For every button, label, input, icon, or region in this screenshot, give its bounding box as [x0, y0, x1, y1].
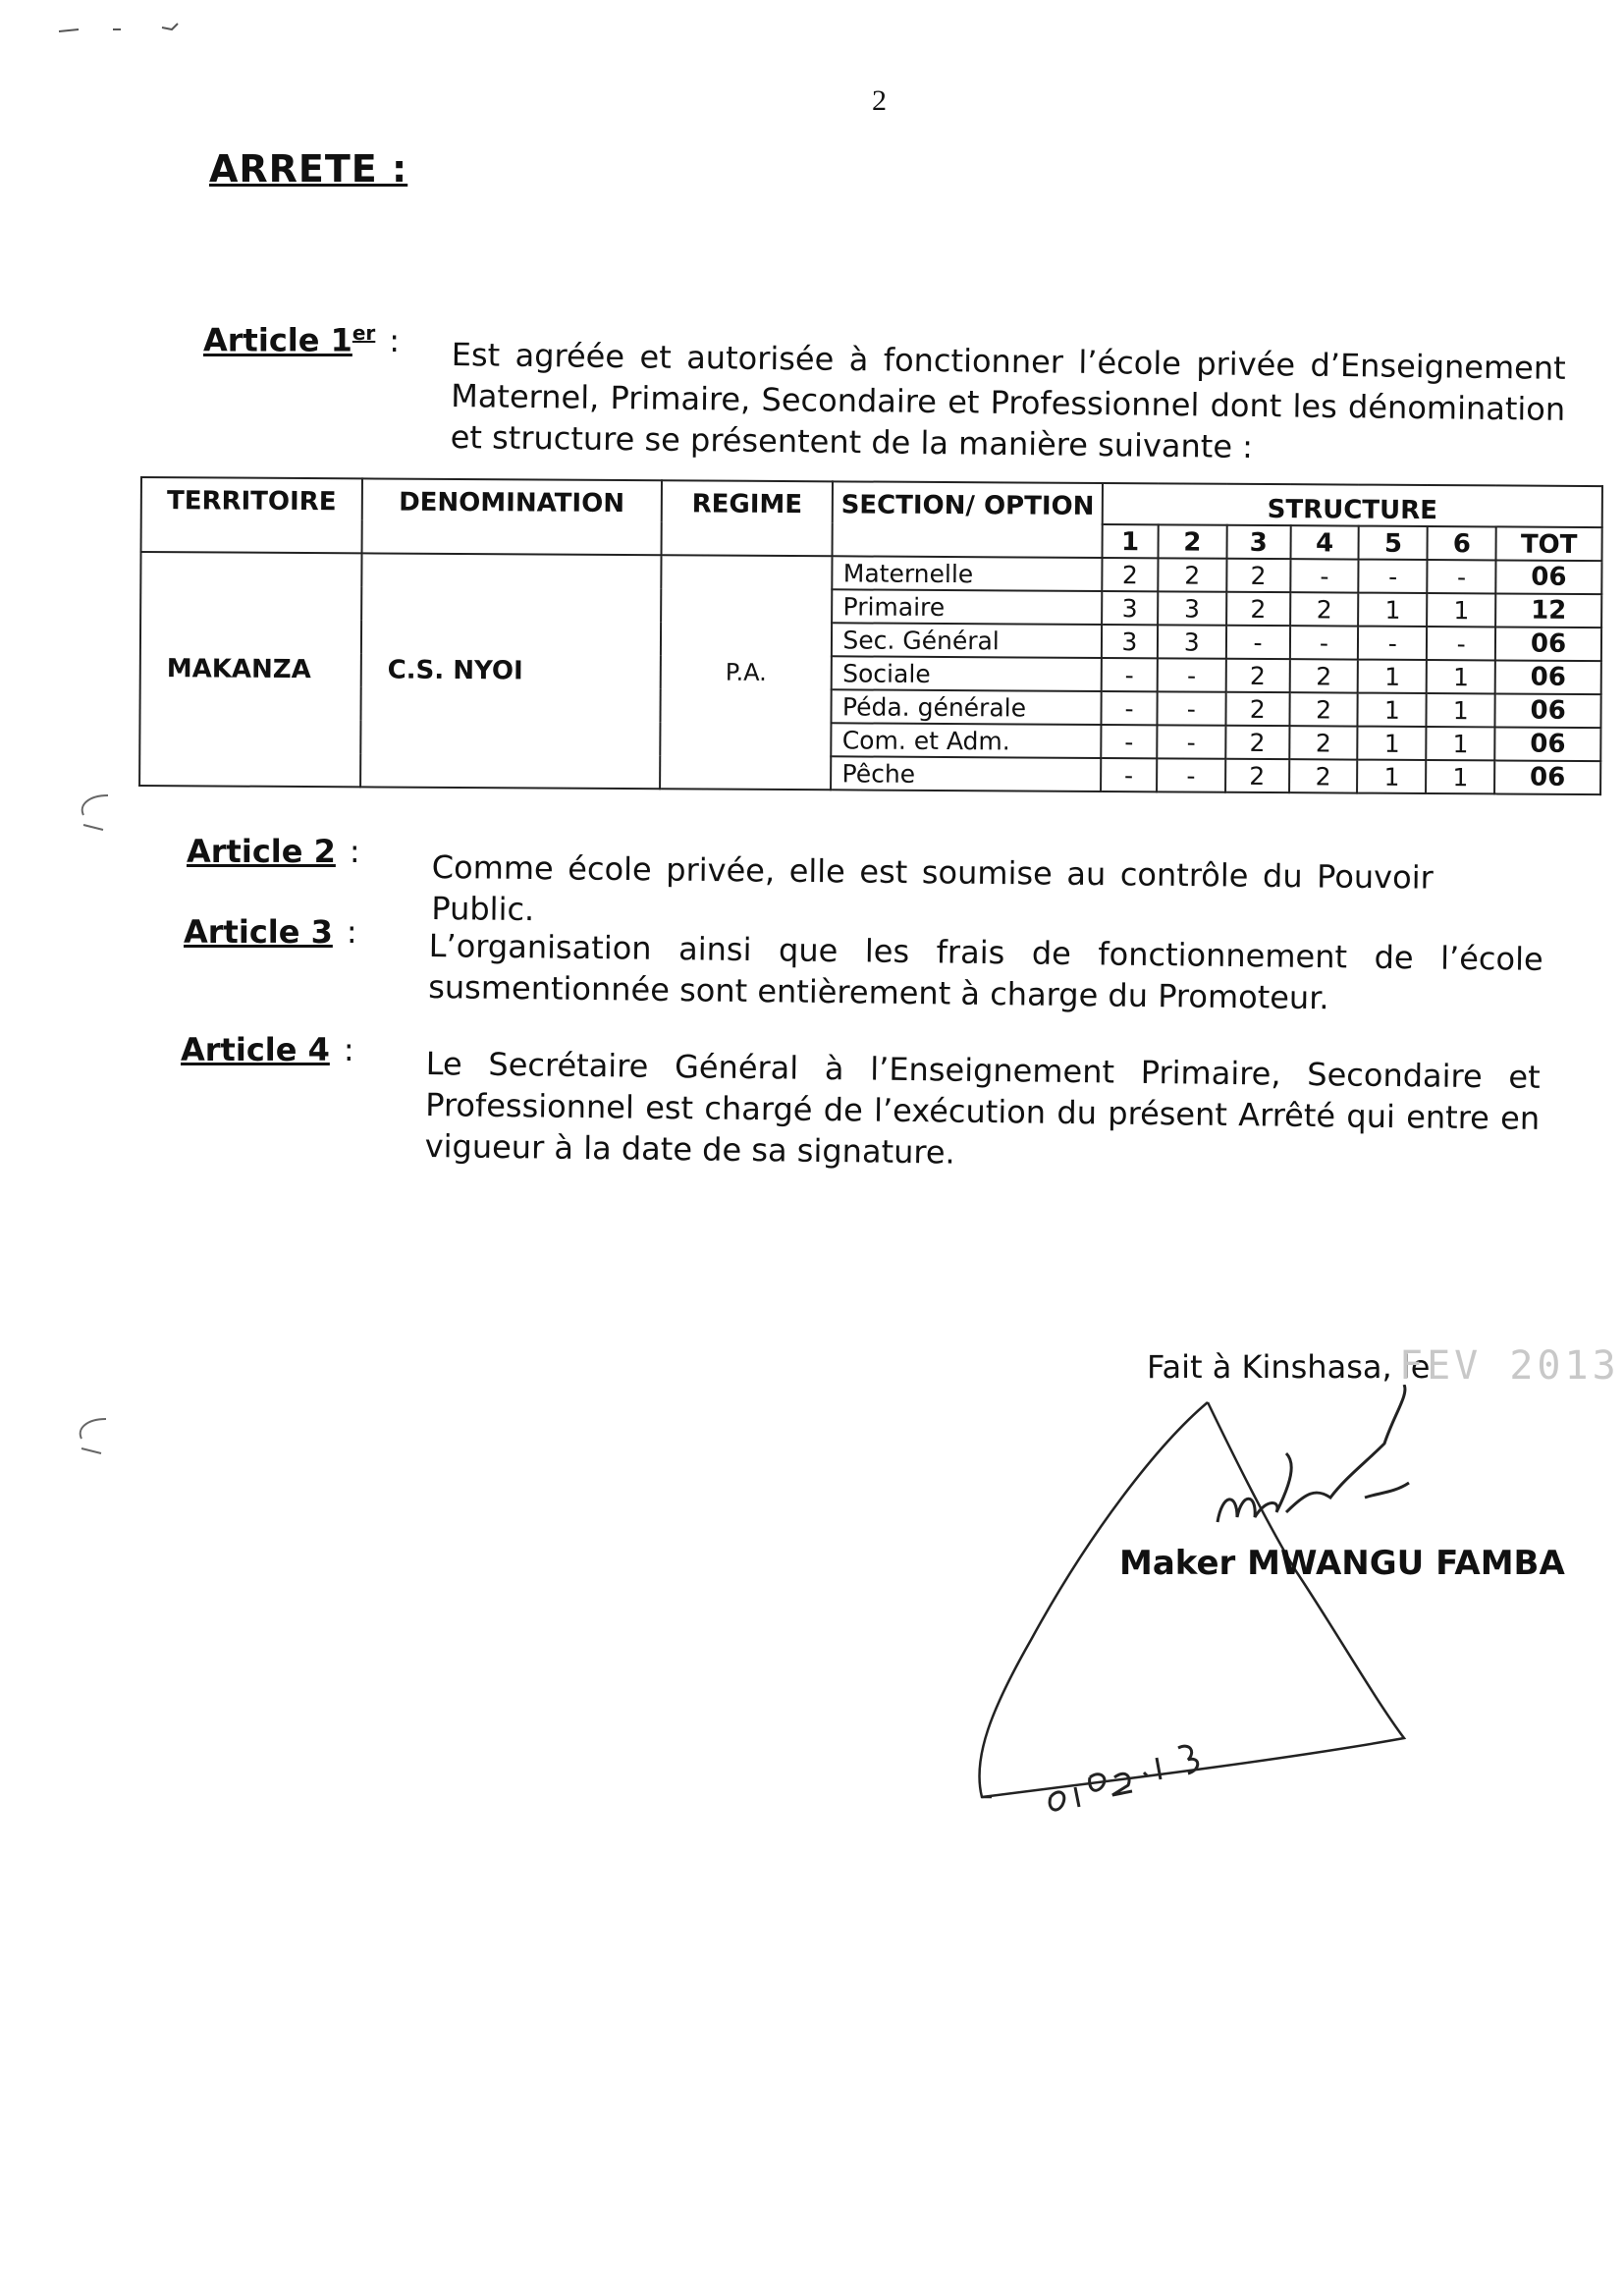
article-4-text: Le Secrétaire Général à l’Enseignement Primaire, Secondaire et Professionnel est chargé de l’exécution du présent Arrêté qui entre en vigueur à la date de sa signature.: [424, 1044, 1541, 1172]
cell-value: 1: [1427, 593, 1495, 627]
article-1-text: Est agréée et autorisée à fonctionner l’école privée d’Enseignement Maternel, Primaire, Secondaire et Professionnel dont les dénomination et structure se présentent de la manière suivante :: [450, 335, 1566, 465]
structure-col-2: 2: [1158, 524, 1226, 558]
cell-total: 06: [1495, 660, 1601, 694]
cell-option: Com. et Adm.: [832, 723, 1102, 758]
cell-value: 2: [1289, 726, 1358, 759]
cell-value: 1: [1426, 760, 1494, 793]
punch-hole-icon: [59, 786, 118, 845]
cell-total: 06: [1495, 693, 1601, 728]
cell-total: 06: [1494, 760, 1600, 794]
header-section-option: SECTION/ OPTION: [833, 481, 1103, 558]
header-territoire: TERRITOIRE: [141, 477, 362, 553]
cell-total: 06: [1495, 560, 1601, 594]
cell-total: 06: [1495, 627, 1601, 661]
structure-col-1: 1: [1103, 524, 1159, 558]
cell-option: Péda. générale: [832, 689, 1102, 725]
article-1-label: Article 1er :: [203, 321, 401, 359]
cell-value: -: [1427, 627, 1495, 660]
cell-value: 1: [1358, 660, 1427, 693]
cell-option: Maternelle: [833, 556, 1103, 591]
cell-value: -: [1158, 658, 1226, 691]
cell-value: -: [1289, 626, 1358, 659]
cell-value: 3: [1102, 625, 1158, 658]
cell-value: 1: [1427, 660, 1495, 693]
cell-value: 2: [1290, 592, 1359, 626]
structure-col-4: 4: [1290, 525, 1359, 559]
structure-col-6: 6: [1428, 526, 1496, 560]
cell-value: 2: [1225, 726, 1289, 759]
article-4-label: Article 4 :: [181, 1031, 354, 1068]
structure-col-3: 3: [1226, 525, 1290, 559]
cell-value: 1: [1358, 693, 1427, 727]
cell-value: -: [1358, 627, 1427, 660]
handwritten-date: [1016, 1728, 1020, 1729]
cell-value: -: [1157, 725, 1225, 758]
cell-value: -: [1157, 691, 1225, 725]
cell-value: -: [1102, 658, 1158, 691]
cell-value: -: [1226, 626, 1290, 659]
cell-value: 2: [1225, 759, 1289, 792]
structure-table: [138, 476, 1603, 795]
cell-value: 2: [1226, 592, 1290, 626]
cell-regime: P.A.: [660, 555, 833, 790]
scan-mark-icon: [54, 20, 191, 39]
cell-value: 1: [1358, 727, 1427, 760]
cell-denomination: C.S. NYOI: [360, 553, 661, 789]
punch-hole-icon: [57, 1409, 116, 1468]
cell-value: 2: [1225, 659, 1289, 692]
page-number: 2: [872, 84, 887, 117]
date-stamp: FEV 2013: [1399, 1343, 1620, 1389]
cell-value: 2: [1225, 692, 1289, 726]
cell-value: 3: [1158, 625, 1226, 658]
cell-value: -: [1101, 725, 1157, 758]
cell-value: 2: [1289, 659, 1358, 692]
signatory-name: Maker MWANGU FAMBA: [1119, 1544, 1565, 1583]
cell-option: Pêche: [831, 756, 1101, 791]
cell-value: -: [1101, 758, 1157, 791]
handwritten-signature: [943, 1385, 1492, 1876]
cell-value: 2: [1102, 558, 1158, 591]
structure-col-tot: TOT: [1496, 526, 1602, 561]
cell-value: 2: [1226, 559, 1290, 592]
cell-value: 2: [1158, 558, 1226, 591]
cell-option: Sec. Général: [832, 623, 1102, 658]
cell-option: Primaire: [833, 589, 1103, 625]
page-title: ARRETE :: [209, 147, 408, 191]
cell-value: -: [1359, 560, 1428, 593]
article-3-label: Article 3 :: [184, 913, 357, 951]
cell-value: -: [1428, 560, 1496, 593]
cell-value: 1: [1359, 593, 1428, 627]
cell-value: 3: [1158, 591, 1226, 625]
cell-value: 2: [1289, 759, 1358, 792]
article-2-text: Comme école privée, elle est soumise au contrôle du Pouvoir Public.: [431, 847, 1434, 929]
cell-value: 1: [1357, 760, 1426, 793]
cell-option: Sociale: [832, 656, 1102, 691]
article-2-label: Article 2 :: [187, 833, 360, 870]
article-3-text: L’organisation ainsi que les frais de fonctionnement de l’école susmentionnée sont entièrement à charge du Promoteur.: [427, 926, 1543, 1017]
place-date: Fait à Kinshasa, le: [1147, 1348, 1431, 1386]
cell-value: 2: [1289, 692, 1358, 726]
cell-value: -: [1157, 758, 1225, 791]
header-regime: REGIME: [661, 480, 833, 556]
cell-territoire: MAKANZA: [139, 552, 361, 787]
cell-value: 3: [1102, 591, 1158, 625]
cell-value: 1: [1427, 727, 1495, 760]
header-denomination: DENOMINATION: [361, 478, 661, 555]
cell-total: 06: [1494, 727, 1600, 761]
cell-value: -: [1101, 691, 1157, 725]
cell-total: 12: [1495, 593, 1601, 627]
structure-col-5: 5: [1359, 526, 1428, 560]
cell-value: 1: [1427, 693, 1495, 727]
header-structure: STRUCTURE: [1103, 483, 1602, 527]
cell-value: -: [1290, 559, 1359, 592]
